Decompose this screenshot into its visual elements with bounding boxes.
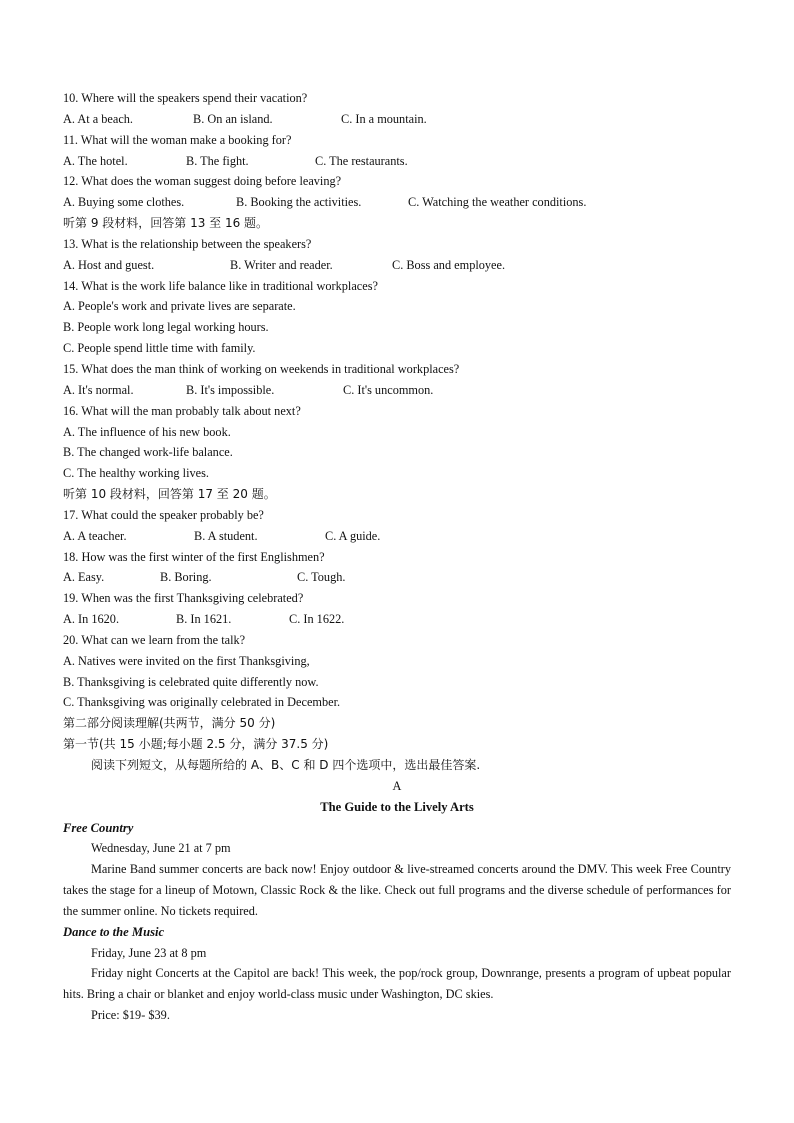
option-a: A. In 1620.	[63, 612, 120, 627]
event-date: Wednesday, June 21 at 7 pm	[91, 841, 231, 856]
document-page	[63, 88, 731, 1026]
event-description: Friday night Concerts at the Capitol are back! This week, the pop/rock group, Downrange, presents a program of upbeat popular hits. Bring a chair or blanket and enjoy world-class music under Washington, DC skies.	[63, 966, 731, 1002]
option-c: C. People spend little time with family.	[63, 341, 256, 356]
option-c: C. In 1622.	[289, 612, 345, 627]
option-c: C. Watching the weather conditions.	[408, 195, 587, 210]
option-a: A. It's normal.	[63, 382, 134, 397]
question-10: 10. Where will the speakers spend their vacation?	[63, 91, 308, 105]
option-a: A. Host and guest.	[63, 257, 155, 272]
event-price: Price: $19- $39.	[91, 1008, 170, 1023]
option-c: C. It's uncommon.	[343, 382, 434, 397]
passage-title: The Guide to the Lively Arts	[320, 799, 474, 814]
event-description: Marine Band summer concerts are back now! Enjoy outdoor & live-streamed concerts around the DMV. This week Free Country takes the stage for a lineup of Motown, Classic Rock & the like. Check out full programs and the diverse schedule of performances for the summer online. No tickets required.	[63, 862, 731, 918]
option-b: B. It's impossible.	[186, 382, 275, 397]
question-10-options	[63, 109, 731, 130]
question-11: 11. What will the woman make a booking for?	[63, 132, 292, 147]
option-b: B. Thanksgiving is celebrated quite differently now.	[63, 674, 319, 689]
option-a: A. People's work and private lives are separate.	[63, 299, 296, 314]
option-b: B. In 1621.	[176, 612, 232, 627]
option-b: B. The fight.	[186, 153, 249, 168]
option-a: A. Easy.	[63, 570, 105, 585]
question-15-options	[63, 380, 731, 401]
option-b: B. The changed work-life balance.	[63, 445, 233, 460]
option-b: B. On an island.	[193, 111, 273, 126]
question-19-options	[63, 609, 731, 630]
event-date: Friday, June 23 at 8 pm	[91, 945, 207, 960]
question-19: 19. When was the first Thanksgiving celebrated?	[63, 591, 304, 606]
option-a: A. Buying some clothes.	[63, 195, 185, 210]
section-1-heading: 第一节(共 15 小题;每小题 2.5 分，满分 37.5 分)	[63, 737, 329, 752]
option-a: A. A teacher.	[63, 528, 127, 543]
option-a: A. The hotel.	[63, 153, 128, 168]
question-20: 20. What can we learn from the talk?	[63, 632, 246, 647]
section-10-heading: 听第 10 段材料，回答第 17 至 20 题。	[63, 487, 276, 502]
option-c: C. Thanksgiving was originally celebrated in December.	[63, 695, 341, 710]
question-18: 18. How was the first winter of the first Englishmen?	[63, 549, 325, 564]
question-11-options	[63, 151, 731, 172]
option-b: B. Booking the activities.	[236, 195, 362, 210]
option-c: C. Tough.	[297, 570, 346, 585]
section-9-heading: 听第 9 段材料，回答第 13 至 16 题。	[63, 216, 269, 231]
question-17-options	[63, 526, 731, 547]
option-b: B. Writer and reader.	[230, 257, 333, 272]
question-16: 16. What will the man probably talk about next?	[63, 403, 301, 418]
question-17: 17. What could the speaker probably be?	[63, 507, 264, 522]
part-2-heading: 第二部分阅读理解(共两节，满分 50 分)	[63, 716, 276, 731]
option-a: A. The influence of his new book.	[63, 424, 231, 439]
question-13-options	[63, 255, 731, 276]
option-b: B. A student.	[194, 528, 258, 543]
option-b: B. Boring.	[160, 570, 212, 585]
option-c: C. A guide.	[325, 528, 381, 543]
option-c: C. The restaurants.	[315, 153, 408, 168]
event-name: Free Country	[63, 820, 134, 835]
question-15: 15. What does the man think of working on weekends in traditional workplaces?	[63, 361, 460, 376]
option-c: C. In a mountain.	[341, 111, 427, 126]
question-14: 14. What is the work life balance like in traditional workplaces?	[63, 278, 378, 293]
question-12: 12. What does the woman suggest doing before leaving?	[63, 174, 342, 189]
question-12-options	[63, 192, 731, 213]
option-c: C. The healthy working lives.	[63, 466, 209, 481]
question-13: 13. What is the relationship between the speakers?	[63, 236, 312, 251]
option-b: B. People work long legal working hours.	[63, 320, 269, 335]
passage-label: A	[392, 778, 402, 793]
event-name: Dance to the Music	[63, 924, 165, 939]
question-18-options	[63, 567, 731, 588]
reading-instruction: 阅读下列短文，从每题所给的 A、B、C 和 D 四个选项中，选出最佳答案.	[91, 758, 481, 772]
option-a: A. At a beach.	[63, 111, 133, 126]
option-c: C. Boss and employee.	[392, 257, 506, 272]
option-a: A. Natives were invited on the first Thanksgiving,	[63, 653, 310, 668]
